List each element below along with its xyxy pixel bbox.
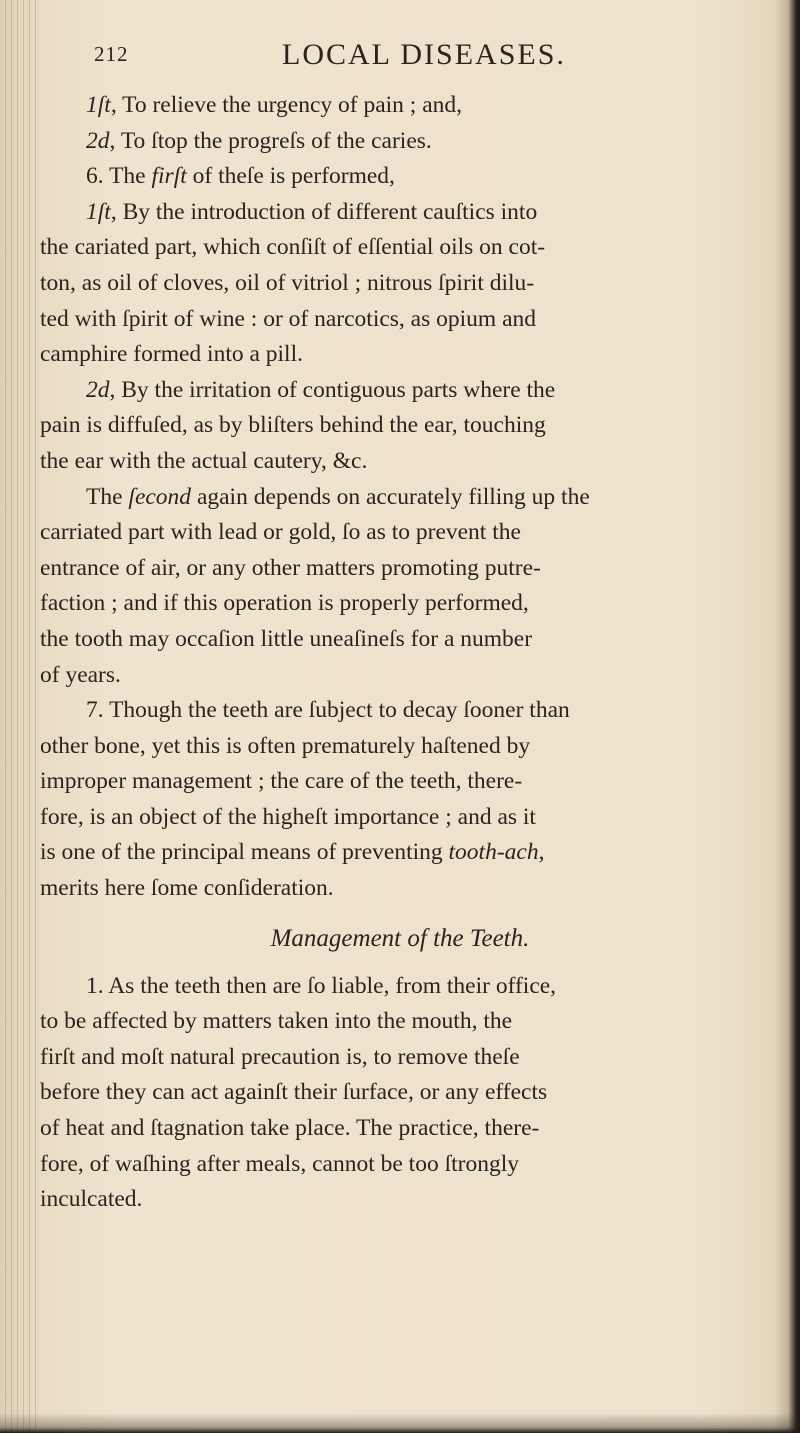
text-line: [40, 230, 760, 266]
paragraphs-caries-treatment: [40, 88, 760, 907]
text-run: the tooth may occaſion little uneaſineſs for a number: [40, 625, 533, 652]
text-run: ,: [538, 839, 545, 866]
text-line: [40, 480, 760, 516]
text-line: [40, 337, 760, 373]
text-line: [40, 1111, 760, 1147]
text-run: The: [86, 483, 129, 510]
text-line: [40, 1040, 760, 1076]
text-run: is one of the principal means of preventing: [40, 839, 449, 866]
text-run: fore, is an object of the higheſt importance ; and as it: [40, 803, 536, 830]
text-line: [40, 515, 760, 551]
text-run: the cariated part, which conſiſt of eſſential oils on cot-: [40, 234, 546, 261]
page-number: 212: [94, 42, 129, 66]
text-run: ton, as oil of cloves, oil of vitriol ; nitrous ſpirit dilu-: [40, 269, 535, 296]
text-line: [40, 195, 760, 231]
text-run: ted with ſpirit of wine : or of narcotics, as opium and: [40, 305, 537, 332]
text-line: [40, 622, 760, 658]
text-line: [40, 871, 760, 907]
text-line: [40, 586, 760, 622]
binding-gutter: [0, 0, 40, 1433]
text-run: 1. As the teeth then are ſo liable, from their office,: [86, 972, 557, 999]
section-heading: Management of the Teeth.: [270, 924, 530, 952]
text-run: camphire formed into a pill.: [40, 341, 303, 368]
italic-text: 2d: [86, 127, 110, 154]
text-run: , To ſtop the progreſs of the caries.: [109, 127, 432, 154]
page-edge-bottom: [0, 1413, 800, 1433]
text-line: [40, 1182, 760, 1218]
italic-text: 1ſt: [86, 92, 111, 118]
section-heading-wrap: [40, 921, 760, 969]
text-run: pain is diffuſed, as by bliſters behind the ear, touching: [40, 412, 546, 439]
italic-text: firſt: [151, 163, 187, 190]
text-run: of heat and ſtagnation take place. The practice, there-: [40, 1115, 540, 1142]
text-line: [40, 658, 760, 694]
text-line: [40, 159, 760, 195]
text-run: the ear with the actual cautery, &c.: [40, 447, 368, 474]
running-head: LOCAL DISEASES.: [282, 38, 566, 71]
text-run: of theſe is performed,: [186, 163, 395, 190]
text-run: faction ; and if this operation is properly performed,: [40, 590, 529, 617]
text-run: other bone, yet this is often prematurely haſtened by: [40, 732, 531, 759]
text-line: [40, 551, 760, 587]
text-line: [40, 969, 760, 1005]
text-run: of years.: [40, 661, 121, 688]
text-run: to be affected by matters taken into the mouth, the: [40, 1008, 513, 1035]
body-text: [40, 88, 760, 1218]
text-run: entrance of air, or any other matters promoting putre-: [40, 554, 541, 581]
text-line: [40, 302, 760, 338]
text-line: [40, 835, 760, 871]
text-run: again depends on accurately filling up the: [191, 483, 590, 510]
text-line: [40, 729, 760, 765]
text-line: [40, 373, 760, 409]
text-line: [40, 444, 760, 480]
page-edge-right: [774, 0, 800, 1433]
italic-text: 1ſt: [86, 198, 111, 225]
text-line: [40, 1004, 760, 1040]
text-run: firſt and moſt natural precaution is, to remove theſe: [40, 1043, 520, 1070]
text-run: , By the introduction of different cauſtics into: [110, 198, 538, 225]
text-line: [40, 124, 760, 160]
text-run: , To relieve the urgency of pain ; and,: [110, 92, 462, 118]
text-line: [40, 88, 760, 124]
paragraphs-teeth-management: [40, 969, 760, 1218]
text-line: [40, 693, 760, 729]
text-run: 7. Though the teeth are ſubject to decay ſooner than: [86, 697, 570, 724]
text-run: fore, of waſhing after meals, cannot be too ſtrongly: [40, 1150, 519, 1177]
text-run: merits here ſome conſideration.: [40, 875, 334, 902]
text-line: [40, 408, 760, 444]
text-line: [40, 266, 760, 302]
text-line: [40, 800, 760, 836]
text-run: carriated part with lead or gold, ſo as to prevent the: [40, 519, 521, 546]
text-run: improper management ; the care of the teeth, there-: [40, 768, 523, 795]
italic-text: tooth-ach: [448, 839, 539, 866]
page-header: [94, 38, 784, 78]
text-run: before they can act againſt their ſurface, or any effects: [40, 1079, 548, 1106]
text-line: [40, 764, 760, 800]
italic-text: ſecond: [128, 483, 192, 510]
text-run: inculcated.: [40, 1186, 143, 1213]
italic-text: 2d: [86, 376, 110, 403]
text-line: [40, 1147, 760, 1183]
text-run: 6. The: [86, 163, 152, 190]
text-run: , By the irritation of contiguous parts where the: [109, 376, 556, 403]
text-line: [40, 1075, 760, 1111]
